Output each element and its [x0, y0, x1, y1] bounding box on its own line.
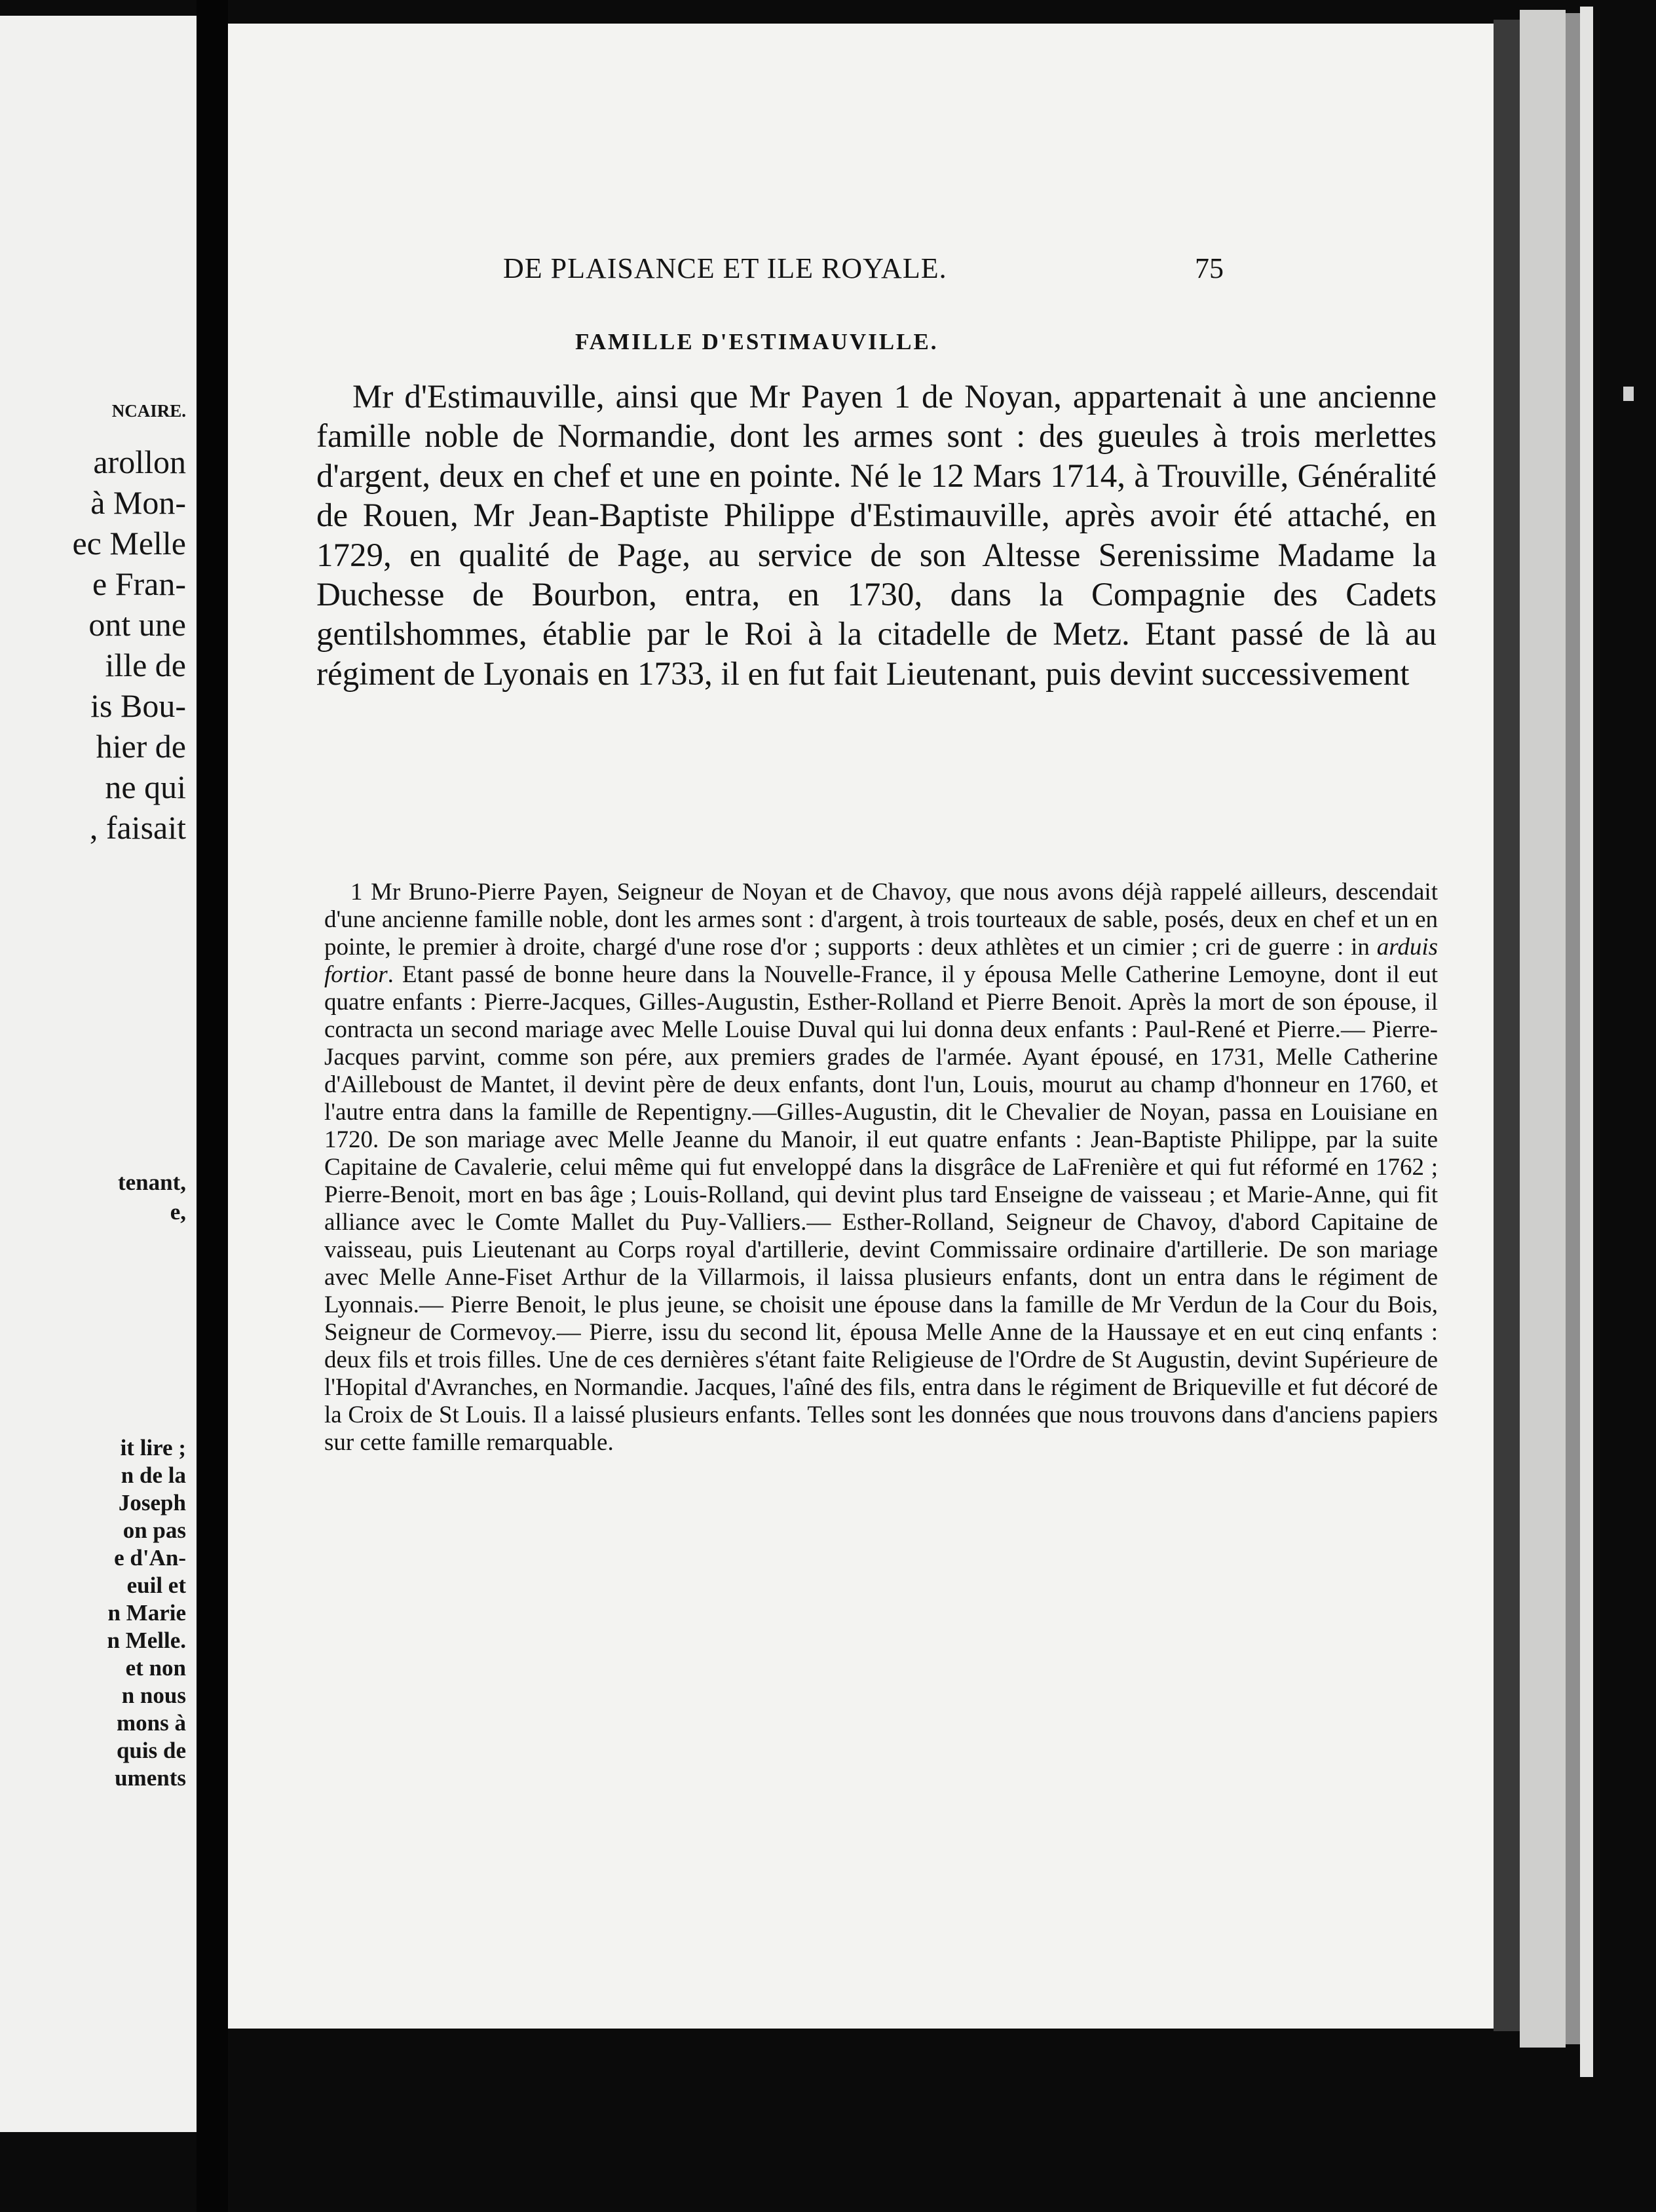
left-page-fragment: ne qui: [105, 769, 186, 805]
page-edge: [1520, 10, 1566, 2048]
left-page-fragment: à Mon-: [90, 484, 186, 521]
body-paragraph: Mr d'Estimauville, ainsi que Mr Payen 1 de Noyan, appartenait à une ancienne famille noble de Normandie, dont les armes sont : des gueules à trois merlettes d'argent, deux en chef et une en pointe. Né le 12 Mars 1714, à Trouville, Généralité de Rouen, Mr Jean-Baptiste Philippe d'Estimauville, après avoir été attaché, en 1729, en qualité de Page, au service de son Altesse Serenissime Madame la Duchesse de Bourbon, entra, en 1730, dans la Compagnie des Cadets gentilshommes, établie par le Roi à la citadelle de Metz. Etant passé de là au régiment de Lyonais en 1733, il en fut fait Lieutenant, puis devint successivement: [316, 379, 1437, 693]
left-page-fragment: is Bou-: [90, 687, 186, 724]
left-page-fragment: , faisait: [89, 809, 186, 846]
section-title: FAMILLE D'ESTIMAUVILLE.: [575, 329, 939, 354]
left-page-fragment: quis de: [116, 1738, 186, 1763]
book-gutter: [197, 0, 228, 2212]
page-edge: [1566, 13, 1580, 2044]
left-page-fragment: euil et: [126, 1573, 186, 1598]
left-page-fragment: n nous: [121, 1683, 186, 1708]
running-head: DE PLAISANCE ET ILE ROYALE.: [503, 252, 947, 284]
left-page-fragment: e d'An-: [114, 1545, 186, 1571]
left-page-fragment: et non: [125, 1655, 186, 1681]
page-edge: [1494, 20, 1520, 2031]
left-page-fragment: e,: [170, 1199, 186, 1225]
left-page-fragment: hier de: [96, 728, 186, 765]
left-page-fragment: on pas: [122, 1517, 186, 1543]
edge-mark: [1623, 387, 1634, 401]
left-page-fragment: n Marie: [107, 1600, 186, 1626]
page-number: 75: [1195, 252, 1224, 284]
left-page-fragment: ille de: [105, 647, 186, 683]
left-page-fragment: ec Melle: [72, 525, 186, 562]
left-page-fragment: n Melle.: [107, 1628, 186, 1653]
page-edge: [1580, 7, 1593, 2077]
footnote: [324, 879, 1438, 1457]
footnote-text-start: 1 Mr Bruno-Pierre Payen, Seigneur de Noyan et de Chavoy, que nous avons déjà rappelé ailleurs, descendait d'une ancienne famille noble, dont les armes sont : d'argent, à trois tourteaux de sable, posés, deux en chef et un en pointe, le premier à droite, chargé d'une rose d'or ; supports : deux athlètes et un cimier ; cri de guerre : in: [324, 879, 1438, 961]
footnote-text-end: . Etant passé de bonne heure dans la Nouvelle-France, il y épousa Melle Catherine Lemoyne, dont il eut quatre enfants : Pierre-Jacques, Gilles-Augustin, Esther-Rolland et Pierre Benoit. Après la mort de son épouse, il contracta un second mariage avec Melle Louise Duval qui lui donna deux enfants : Paul-René et Pierre.— Pierre-Jacques parvint, comme son pére, aux premiers grades de l'armée. Ayant épousé, en 1731, Melle Catherine d'Ailleboust de Mantet, il devint père de deux enfants, dont l'un, Louis, mourut au champ d'honneur en 1760, et l'autre entra dans la famille de Repentigny.—Gilles-Augustin, dit le Chevalier de Noyan, passa en Louisiane en 1720. De son mariage avec Melle Jeanne du Manoir, il eut quatre enfants : Jean-Baptiste Philippe, par la suite Capitaine de Cavalerie, celui même qui fut enveloppé dans la disgrâce de LaFrenière et qui fut réformé en 1762 ; Pierre-Benoit, mort en bas âge ; Louis-Rolland, qui devint plus tard Enseigne de vaisseau ; et Marie-Anne, qui fit alliance avec le Comte Mallet du Puy-Valliers.— Esther-Rolland, Seigneur de Chavoy, d'abord Capitaine de vaisseau, puis Lieutenant au Corps royal d'artillerie, devint Commissaire ordinaire d'artillerie. De son mariage avec Melle Anne-Fiset Arthur de la Villarmois, il laissa plusieurs enfants, dont un entra dans le régiment de Lyonnais.— Pierre Benoit, le plus jeune, se choisit une épouse dans la famille de Mr Verdun de la Cour du Bois, Seigneur de Cormevoy.— Pierre, issu du second lit, épousa Melle Anne de la Haussaye et en eut cinq enfants : deux fils et trois filles. Une de ces dernières s'étant faite Religieuse de l'Ordre de St Augustin, devint Supérieure de l'Hopital d'Avranches, en Normandie. Jacques, l'aîné des fils, entra dans le régiment de Briqueville et fut décoré de la Croix de St Louis. Il a laissé plusieurs enfants. Telles sont les données que nous trouvons dans d'anciens papiers sur cette famille remarquable.: [324, 961, 1438, 1456]
left-page-fragment: uments: [115, 1765, 186, 1791]
left-page-fragment: n de la: [121, 1462, 186, 1488]
left-page: [0, 16, 197, 2132]
left-page-fragment: Joseph: [118, 1490, 186, 1516]
left-page-fragment: NCAIRE.: [111, 401, 186, 421]
left-page-fragment: tenant,: [117, 1170, 186, 1195]
left-page-fragment: e Fran-: [92, 565, 186, 602]
left-page-fragment: it lire ;: [120, 1435, 186, 1460]
left-page-fragment: arollon: [93, 444, 186, 480]
left-page-fragment: mons à: [117, 1710, 186, 1736]
left-page-fragment: ont une: [88, 606, 186, 643]
footnote-motto: arduis fortior: [324, 934, 1439, 988]
right-page: [228, 24, 1500, 2029]
